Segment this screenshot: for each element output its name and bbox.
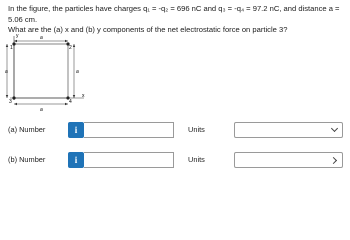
- dimension-label-left: a: [5, 69, 8, 75]
- particle-1-label: 1: [10, 45, 13, 51]
- answer-a-units-select[interactable]: [234, 122, 343, 138]
- answer-row-a: [8, 122, 348, 138]
- chevron-down-icon: [331, 125, 338, 132]
- chevron-right-icon: [330, 157, 337, 164]
- particle-3: [12, 96, 15, 99]
- answer-a-units-label: Units: [188, 125, 205, 134]
- x-axis-label: x: [82, 93, 85, 99]
- answer-b-label: (b) Number: [8, 155, 46, 164]
- answer-row-b: [8, 152, 348, 168]
- info-icon[interactable]: i: [68, 122, 84, 138]
- answer-b-units-select[interactable]: [234, 152, 343, 168]
- y-axis-label: y: [16, 33, 19, 39]
- charges-figure: [4, 30, 88, 112]
- particle-3-label: 3: [9, 99, 12, 105]
- question-line-2: What are the (a) x and (b) y components of the net electrostatic force on particle 3?: [8, 25, 288, 34]
- question-line-1: In the figure, the particles have charges q₁ = -q₂ = 696 nC and q₃ = -q₄ = 97.2 nC, and distance a = 5.06 cm.: [8, 4, 340, 24]
- answer-a-label: (a) Number: [8, 125, 46, 134]
- dimension-label-top: a: [40, 35, 43, 41]
- dimension-label-bottom: a: [40, 107, 43, 112]
- info-icon[interactable]: i: [68, 152, 84, 168]
- particle-2-label: 2: [69, 45, 72, 51]
- answer-a-number-input[interactable]: [84, 122, 174, 138]
- answer-b-units-label: Units: [188, 155, 205, 164]
- answer-b-number-input[interactable]: [84, 152, 174, 168]
- charge-square: [14, 44, 68, 98]
- particle-4-label: 4: [69, 99, 72, 105]
- dimension-label-right: a: [76, 69, 79, 75]
- particle-1: [12, 42, 15, 45]
